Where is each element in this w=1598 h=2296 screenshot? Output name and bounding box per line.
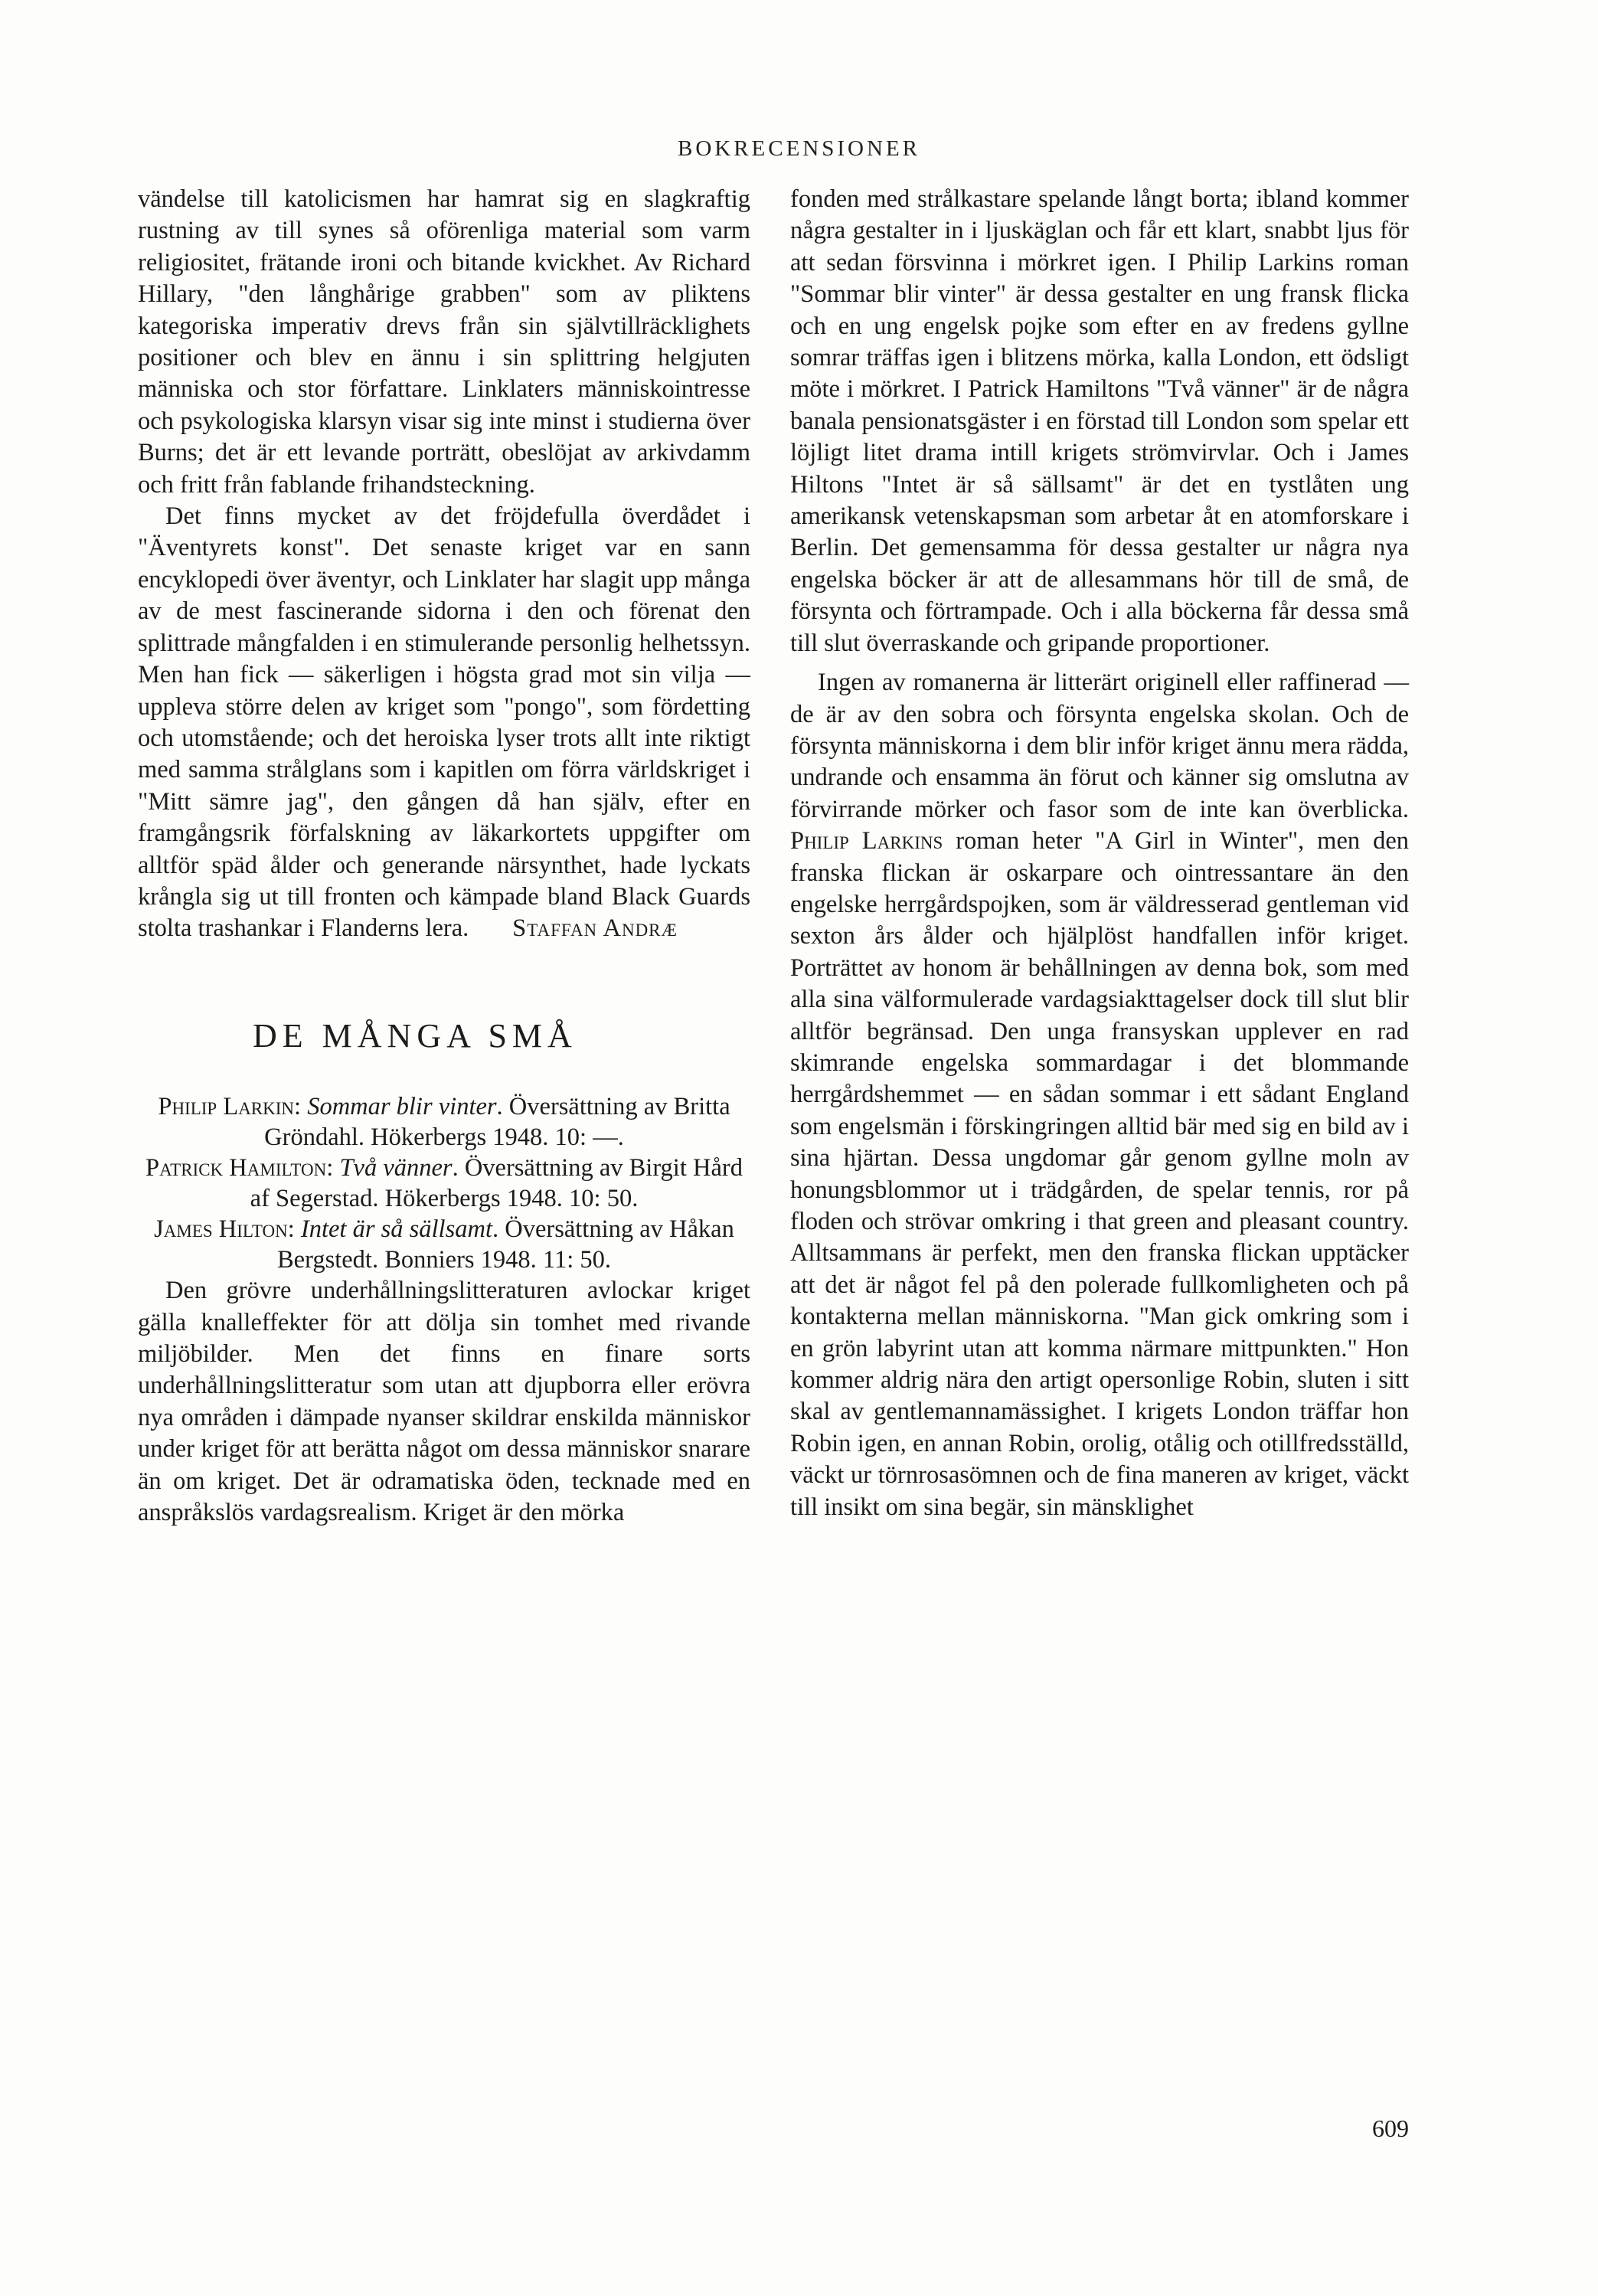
book-details: . Översättning av Britta Gröndahl. Hökerbergs 1948. 10: —. — [264, 1093, 730, 1152]
book-author: Philip Larkin — [158, 1093, 295, 1121]
page-number: 609 — [1372, 2114, 1409, 2142]
book-details: . Översättning av Birgit Hård af Segerstad. Hökerbergs 1948. 10: 50. — [250, 1154, 743, 1213]
paragraph-text: Ingen av romanerna är litterärt originell eller raffinerad — de är av den sobra och försynta engelska skolan. Och de försynta människorna i dem blir inför kriget ännu mera rädda, undrande och ensamma än förut och känner sig omslutna av förvirrande mörker och fasor som de inte kan överblicka. — [790, 669, 1409, 823]
review-signature: Staffan Andræ — [512, 914, 678, 943]
book-title: Sommar blir vinter — [307, 1093, 497, 1121]
book-title: Intet är så sällsamt — [300, 1215, 492, 1244]
paragraph: Den grövre underhållningslitteraturen avlockar kriget gälla knalleffekter för att dölja sin tomhet med rivande miljöbilder. Men det finns en finare sorts underhållningslitteratur som utan att djupborra eller erövra nya områden i dämpade nyanser skildrar enskilda människor under kriget för att berätta något om dessa människor snarare än om kriget. Det är odramatiska öden, tecknade med en anspråkslös vardagsrealism. Kriget är den mörka — [138, 1277, 750, 1526]
left-column — [138, 184, 750, 1529]
paragraph — [138, 501, 750, 945]
author-name: Philip Larkins — [790, 827, 943, 855]
section-title: DE MÅNGA SMÅ — [253, 1016, 577, 1055]
paragraph — [790, 667, 1409, 1523]
paragraph-text: Det finns mycket av det fröjdefulla överdådet i "Äventyrets konst". Det senaste kriget var en sann encyklopedi över äventyr, och Linklater har slagit upp många av de mest fascinerande sidorna i den och förenat den splittrade mångfalden i en stimulerande personlig helhetssyn. Men han fick — säkerligen i högsta grad mot sin vilja — uppleva större delen av kriget som "pongo", som fördetting och utomstående; och det heroiska lyser trots allt inte riktigt med samma strålglans som i kapitlen om förra världskriget i "Mitt sämre jag", den gången då han själv, efter en framgångsrik förfalskning av läkarkortets uppgifter om alltför späd ålder och generande närsynthet, hade lyckats krångla sig ut till fronten och kämpade bland Black Guards stolta trashankar i Flanderns lera. — [138, 502, 750, 943]
running-head: BOKRECENSIONER — [677, 136, 920, 161]
book-author: Patrick Hamilton — [145, 1154, 327, 1182]
paragraph: fonden med strålkastare spelande långt borta; ibland kommer några gestalter in i ljuskäglan och får ett klart, snabbt ljus för att sedan försvinna i mörkret igen. I Philip Larkins roman "Sommar blir vinter" är dessa gestalter en ung fransk flicka och en ung engelsk pojke som efter en av fredens gyllne somrar träffas igen i blitzens mörka, kalla London, ett ödsligt möte i mörkret. I Patrick Hamiltons "Två vänner" är de några banala pensionatsgäster i en förstad till London som spelar ett löjligt litet drama intill krigets strömvirvlar. Och i James Hiltons "Intet är så sällsamt" är det en tystlåten ung amerikansk vetenskapsman som arbetar åt en atomforskare i Berlin. Det gemensamma för dessa gestalter ur några nya engelska böcker är att de allesammans hör till de små, de försynta och förtrampade. Och i alla böckerna får dessa små till slut överraskande och gripande proportioner. — [790, 185, 1409, 657]
bibliography-entry: Philip Larkin: Sommar blir vinter. Översättning av Britta Gröndahl. Hökerbergs 1948. 10: —. — [158, 1093, 730, 1152]
book-author: James Hilton — [154, 1215, 288, 1244]
book-details: . Översättning av Håkan Bergstedt. Bonniers 1948. 11: 50. — [276, 1215, 734, 1274]
bibliography-entry: Patrick Hamilton: Två vänner. Översättning av Birgit Hård af Segerstad. Hökerbergs 1948. 10: 50. — [145, 1154, 743, 1213]
bibliography-entry: James Hilton: Intet är så sällsamt. Översättning av Håkan Bergstedt. Bonniers 1948. 11: 50. — [154, 1215, 734, 1274]
right-column — [790, 184, 1409, 1523]
paragraph-text: roman heter "A Girl in Winter", men den franska flickan är oskarpare och ointressantare än den engelske herrgårdspojken, som är väldresserad gentleman vid sexton års ålder och hjälplöst handfallen inför kriget. Porträttet av honom är behållningen av denna bok, som med alla sina välformulerade vardagsiakttagelser dock till slut blir alltför begränsad. Den unga fransyskan upplever en rad skimrande engelska sommardagar i det blommande herrgårdshemmet — en sådan sommar i ett sådant England som engelsmän i förskingringen alltid bär med sig en bild av i sina hjärtan. Dessa ungdomar går genom gyllne moln av honungsblommor ut i trädgården, de spelar tennis, ror på floden och strövar omkring i that green and pleasant country. Alltsammans är perfekt, men den franska flickan upptäcker att det är något fel på den polerade fullkomligheten och på kontakterna mellan människorna. "Man gick omkring som i en grön labyrint utan att komma närmare mittpunkten." Hon kommer aldrig nära den artigt opersonlige Robin, sluten i sitt skal av gentlemannamässighet. I krigets London träffar hon Robin igen, en annan Robin, orolig, otålig och otillfredsställd, väckt ur törnrosasömnen och de fina maneren av kriget, väckt till insikt om sina begär, sin mänsklighet — [790, 827, 1409, 1521]
book-title: Två vänner — [339, 1154, 453, 1182]
paragraph: vändelse till katolicismen har hamrat sig en slagkraftig rustning av till synes så oförenliga material som varm religiositet, frätande ironi och bitande kvickhet. Av Richard Hillary, "den långhårige grabben" som av pliktens kategoriska imperativ drevs från sin självtillräcklighets positioner och blev en ännu i sin splittring helgjuten människa och stor författare. Linklaters människointresse och psykologiska klarsyn visar sig inte minst i studierna över Burns; det är ett levande porträtt, obeslöjat av arkivdamm och fritt från fablande frihandsteckning. — [138, 185, 750, 499]
